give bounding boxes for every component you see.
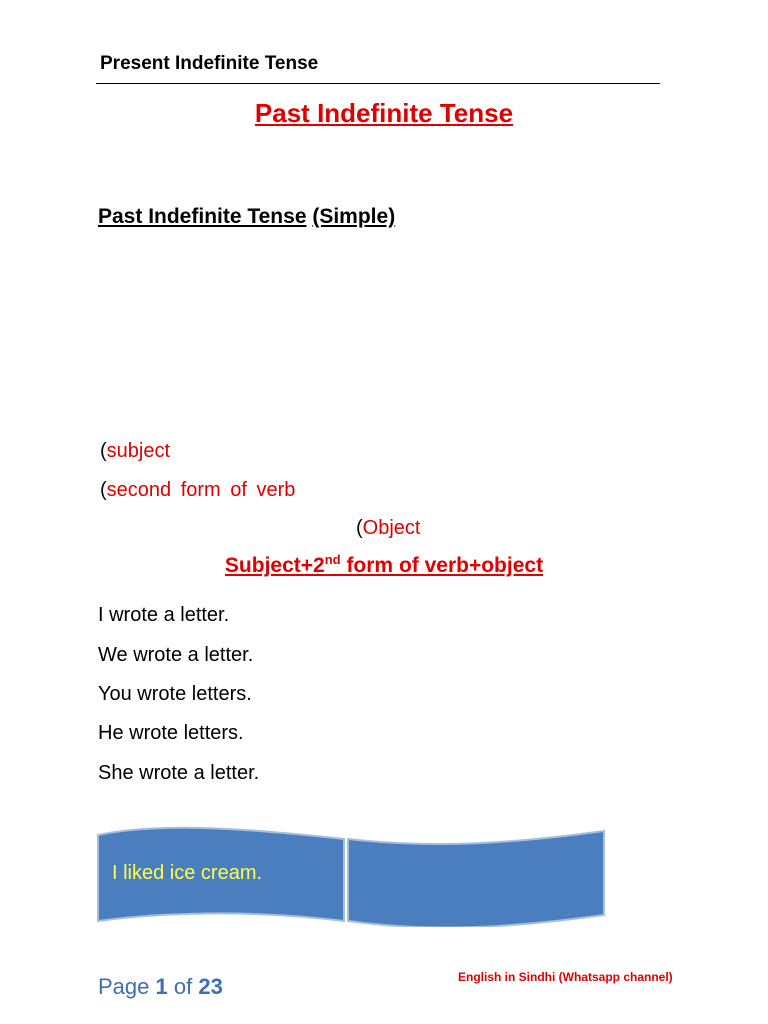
banner-sindhi: [360, 866, 592, 888]
banner-english: I liked ice cream.: [112, 862, 263, 884]
paragraph-line-2: [628, 322, 668, 344]
paragraph-line-3: [628, 360, 668, 382]
example-english-1: I wrote a letter.: [98, 604, 230, 626]
example-sindhi-3: [630, 686, 670, 708]
identification-heading: [628, 245, 668, 267]
section-heading-suffix: (Simple): [312, 205, 396, 228]
term-verb-form: (second form of verb: [100, 479, 296, 501]
example-sindhi-5: [630, 766, 670, 788]
example-sindhi-4: [630, 726, 670, 748]
term-object: (Object: [356, 517, 421, 539]
rule-line-2: [408, 479, 668, 501]
example-sindhi-2: [630, 648, 670, 670]
page-number: Page 1 of 23: [98, 974, 223, 999]
example-english-4: He wrote letters.: [98, 722, 244, 744]
footer-channel: English in Sindhi (Whatsapp channel): [458, 970, 673, 984]
page-title-sindhi: [0, 138, 768, 172]
section-heading-prefix: Past Indefinite Tense: [98, 205, 307, 228]
tense-formula: Subject+2nd form of verb+object: [224, 552, 544, 577]
rule-line-3: [468, 517, 668, 539]
section-heading: [98, 205, 395, 229]
page-title: Past Indefinite Tense: [254, 98, 514, 128]
example-sindhi-1: [630, 608, 670, 630]
translation-heading: [628, 397, 668, 419]
example-english-3: You wrote letters.: [98, 683, 252, 705]
term-subject: (subject: [100, 440, 171, 462]
example-english-2: We wrote a letter.: [98, 644, 254, 666]
running-header: Present Indefinite Tense: [100, 53, 319, 74]
paragraph-line-1: [628, 285, 668, 307]
header-rule: [96, 83, 660, 84]
example-english-5: She wrote a letter.: [98, 762, 260, 784]
rule-line-1: [228, 440, 668, 462]
